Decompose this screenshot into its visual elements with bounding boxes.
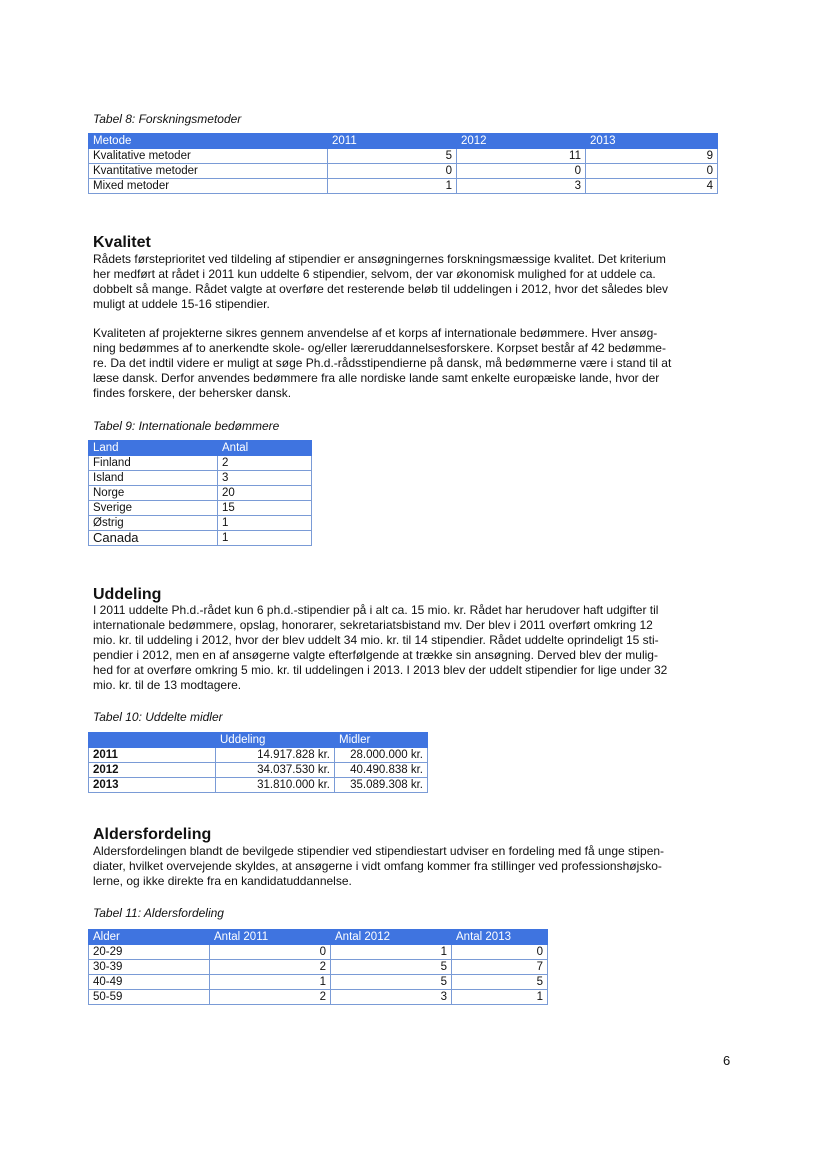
table-cell: Finland bbox=[89, 456, 218, 471]
text-line: mio. kr. til uddeling i 2012, hvor der blev uddelt 34 mio. kr. til 14 stipendier. Rådet uddelte oprindeligt 15 sti- bbox=[93, 633, 659, 647]
table-cell: 1 bbox=[331, 945, 452, 960]
table-cell: Norge bbox=[89, 486, 218, 501]
table-cell: 1 bbox=[218, 531, 312, 546]
text-line: internationale bedømmere, opslag, honorarer, sekretariatsbistand mv. Der blev i 2011 overført omkring 12 bbox=[93, 618, 653, 632]
tabel10-table bbox=[88, 732, 428, 793]
table-cell: 20 bbox=[218, 486, 312, 501]
text-line: findes forskere, der behersker dansk. bbox=[93, 386, 292, 400]
tabel11-header: Alder bbox=[89, 930, 210, 945]
tabel8-header-row bbox=[89, 134, 718, 149]
table-row bbox=[89, 516, 312, 531]
table-row bbox=[89, 471, 312, 486]
text-line: pendier i 2012, men en af ansøgerne valgte efterfølgende at trække sin ansøgning. Derved blev der mulig- bbox=[93, 648, 658, 662]
text-line: lerne, og ikke direkte fra en kandidatuddannelse. bbox=[93, 874, 352, 888]
tabel8-header: Metode bbox=[89, 134, 328, 149]
tabel11-header-row bbox=[89, 930, 548, 945]
table-cell: 1 bbox=[328, 179, 457, 194]
text-line: her medført at rådet i 2011 kun uddelte 6 stipendier, selvom, der var økonomisk mulighed for at uddele ca. bbox=[93, 267, 656, 281]
tabel8-header: 2013 bbox=[586, 134, 718, 149]
table-row bbox=[89, 763, 428, 778]
text-line: diater, hvilket overvejende skyldes, at ansøgerne i vidt omfang kommer fra stillinger ved professionshøjsko- bbox=[93, 859, 662, 873]
table-cell: Canada bbox=[89, 531, 218, 546]
table-row bbox=[89, 990, 548, 1005]
tabel9-header: Land bbox=[89, 441, 218, 456]
table-row bbox=[89, 486, 312, 501]
tabel9-header-row bbox=[89, 441, 312, 456]
table-cell: 2011 bbox=[89, 748, 216, 763]
tabel11-table bbox=[88, 929, 548, 1005]
table-cell: 0 bbox=[452, 945, 548, 960]
table-cell: 31.810.000 kr. bbox=[216, 778, 335, 793]
table-cell: Sverige bbox=[89, 501, 218, 516]
text-line: muligt at uddele 15-16 stipendier. bbox=[93, 297, 270, 311]
table-cell: 3 bbox=[218, 471, 312, 486]
table-cell: 0 bbox=[328, 164, 457, 179]
table-cell: 14.917.828 kr. bbox=[216, 748, 335, 763]
table-cell: 2012 bbox=[89, 763, 216, 778]
tabel9-header: Antal bbox=[218, 441, 312, 456]
table-cell: 40.490.838 kr. bbox=[335, 763, 428, 778]
table-cell: Island bbox=[89, 471, 218, 486]
table-cell: 4 bbox=[586, 179, 718, 194]
table-row bbox=[89, 975, 548, 990]
table-cell: 34.037.530 kr. bbox=[216, 763, 335, 778]
tabel8-table bbox=[88, 133, 718, 194]
text-line: Rådets førsteprioritet ved tildeling af stipendier er ansøgningernes forskningsmæssige kvalitet. Det kriterium bbox=[93, 252, 666, 266]
text-line: Kvaliteten af projekterne sikres gennem anvendelse af et korps af internationale bedømmere. Hver ansøg- bbox=[93, 326, 658, 340]
text-line: læse dansk. Derfor anvendes bedømmere fra alle nordiske lande samt enkelte europæiske lande, hvor der bbox=[93, 371, 660, 385]
text-line: re. Da det indtil videre er muligt at søge Ph.d.-rådsstipendierne på dansk, må bedømmerne være i stand til at bbox=[93, 356, 672, 370]
table-cell: 3 bbox=[331, 990, 452, 1005]
table-cell: 40-49 bbox=[89, 975, 210, 990]
tabel11-header: Antal 2013 bbox=[452, 930, 548, 945]
table-cell: 2 bbox=[218, 456, 312, 471]
tabel8-header: 2011 bbox=[328, 134, 457, 149]
table-cell: 2 bbox=[210, 960, 331, 975]
text-line: ning bedømmes af to anerkendte skole- og/eller læreruddannelsesforskere. Korpset består af 42 bedømme- bbox=[93, 341, 666, 355]
table-row bbox=[89, 179, 718, 194]
tabel10-header: Uddeling bbox=[216, 733, 335, 748]
uddeling-heading: Uddeling bbox=[93, 586, 162, 603]
table-row bbox=[89, 748, 428, 763]
table-cell: 9 bbox=[586, 149, 718, 164]
table-row bbox=[89, 501, 312, 516]
tabel11-header: Antal 2011 bbox=[210, 930, 331, 945]
kvalitet-heading: Kvalitet bbox=[93, 234, 151, 251]
table-cell: 3 bbox=[457, 179, 586, 194]
table-row bbox=[89, 164, 718, 179]
tabel11-caption: Tabel 11: Aldersfordeling bbox=[93, 906, 224, 920]
table-cell: 2 bbox=[210, 990, 331, 1005]
table-cell: 11 bbox=[457, 149, 586, 164]
table-cell: 20-29 bbox=[89, 945, 210, 960]
tabel10-caption: Tabel 10: Uddelte midler bbox=[93, 710, 223, 724]
tabel10-header: Midler bbox=[335, 733, 428, 748]
text-line: mio. kr. til de 13 modtagere. bbox=[93, 678, 242, 692]
table-cell: Kvantitative metoder bbox=[89, 164, 328, 179]
tabel8-caption: Tabel 8: Forskningsmetoder bbox=[93, 112, 242, 126]
text-line: I 2011 uddelte Ph.d.-rådet kun 6 ph.d.-stipendier på i alt ca. 15 mio. kr. Rådet har herudover haft udgifter til bbox=[93, 603, 659, 617]
table-cell: 0 bbox=[586, 164, 718, 179]
table-cell: 5 bbox=[331, 960, 452, 975]
table-cell: 5 bbox=[331, 975, 452, 990]
table-cell: Østrig bbox=[89, 516, 218, 531]
table-row bbox=[89, 531, 312, 546]
aldersfordeling-paragraph bbox=[93, 844, 743, 889]
table-cell: Mixed metoder bbox=[89, 179, 328, 194]
table-cell: 0 bbox=[457, 164, 586, 179]
table-cell: 50-59 bbox=[89, 990, 210, 1005]
kvalitet-paragraph-2 bbox=[93, 326, 743, 401]
table-cell: 0 bbox=[210, 945, 331, 960]
table-cell: 2013 bbox=[89, 778, 216, 793]
kvalitet-paragraph-1 bbox=[93, 252, 743, 312]
tabel9-table bbox=[88, 440, 312, 546]
tabel8-header: 2012 bbox=[457, 134, 586, 149]
table-cell: 1 bbox=[452, 990, 548, 1005]
table-row bbox=[89, 945, 548, 960]
tabel10-header bbox=[89, 733, 216, 748]
aldersfordeling-heading: Aldersfordeling bbox=[93, 826, 212, 843]
text-line: dobbelt så mange. Rådet valgte at overføre det resterende beløb til uddelingen i 2012, hvor det således blev bbox=[93, 282, 669, 296]
table-cell: 35.089.308 kr. bbox=[335, 778, 428, 793]
text-line: Aldersfordelingen blandt de bevilgede stipendier ved stipendiestart udviser en fordeling med få unge stipen- bbox=[93, 844, 665, 858]
table-row bbox=[89, 149, 718, 164]
table-row bbox=[89, 960, 548, 975]
table-cell: 15 bbox=[218, 501, 312, 516]
table-cell: 5 bbox=[328, 149, 457, 164]
table-cell: Kvalitative metoder bbox=[89, 149, 328, 164]
tabel9-caption: Tabel 9: Internationale bedømmere bbox=[93, 419, 280, 433]
table-cell: 7 bbox=[452, 960, 548, 975]
text-line: hed for at overføre omkring 5 mio. kr. til uddelingen i 2013. I 2013 blev der uddelt stipendier for lige under 32 bbox=[93, 663, 668, 677]
table-cell: 30-39 bbox=[89, 960, 210, 975]
table-cell: 1 bbox=[210, 975, 331, 990]
table-cell: 28.000.000 kr. bbox=[335, 748, 428, 763]
table-row bbox=[89, 456, 312, 471]
tabel10-header-row bbox=[89, 733, 428, 748]
page-number: 6 bbox=[723, 1053, 731, 1068]
tabel11-header: Antal 2012 bbox=[331, 930, 452, 945]
table-cell: 5 bbox=[452, 975, 548, 990]
table-cell: 1 bbox=[218, 516, 312, 531]
table-row bbox=[89, 778, 428, 793]
uddeling-paragraph bbox=[93, 603, 743, 693]
